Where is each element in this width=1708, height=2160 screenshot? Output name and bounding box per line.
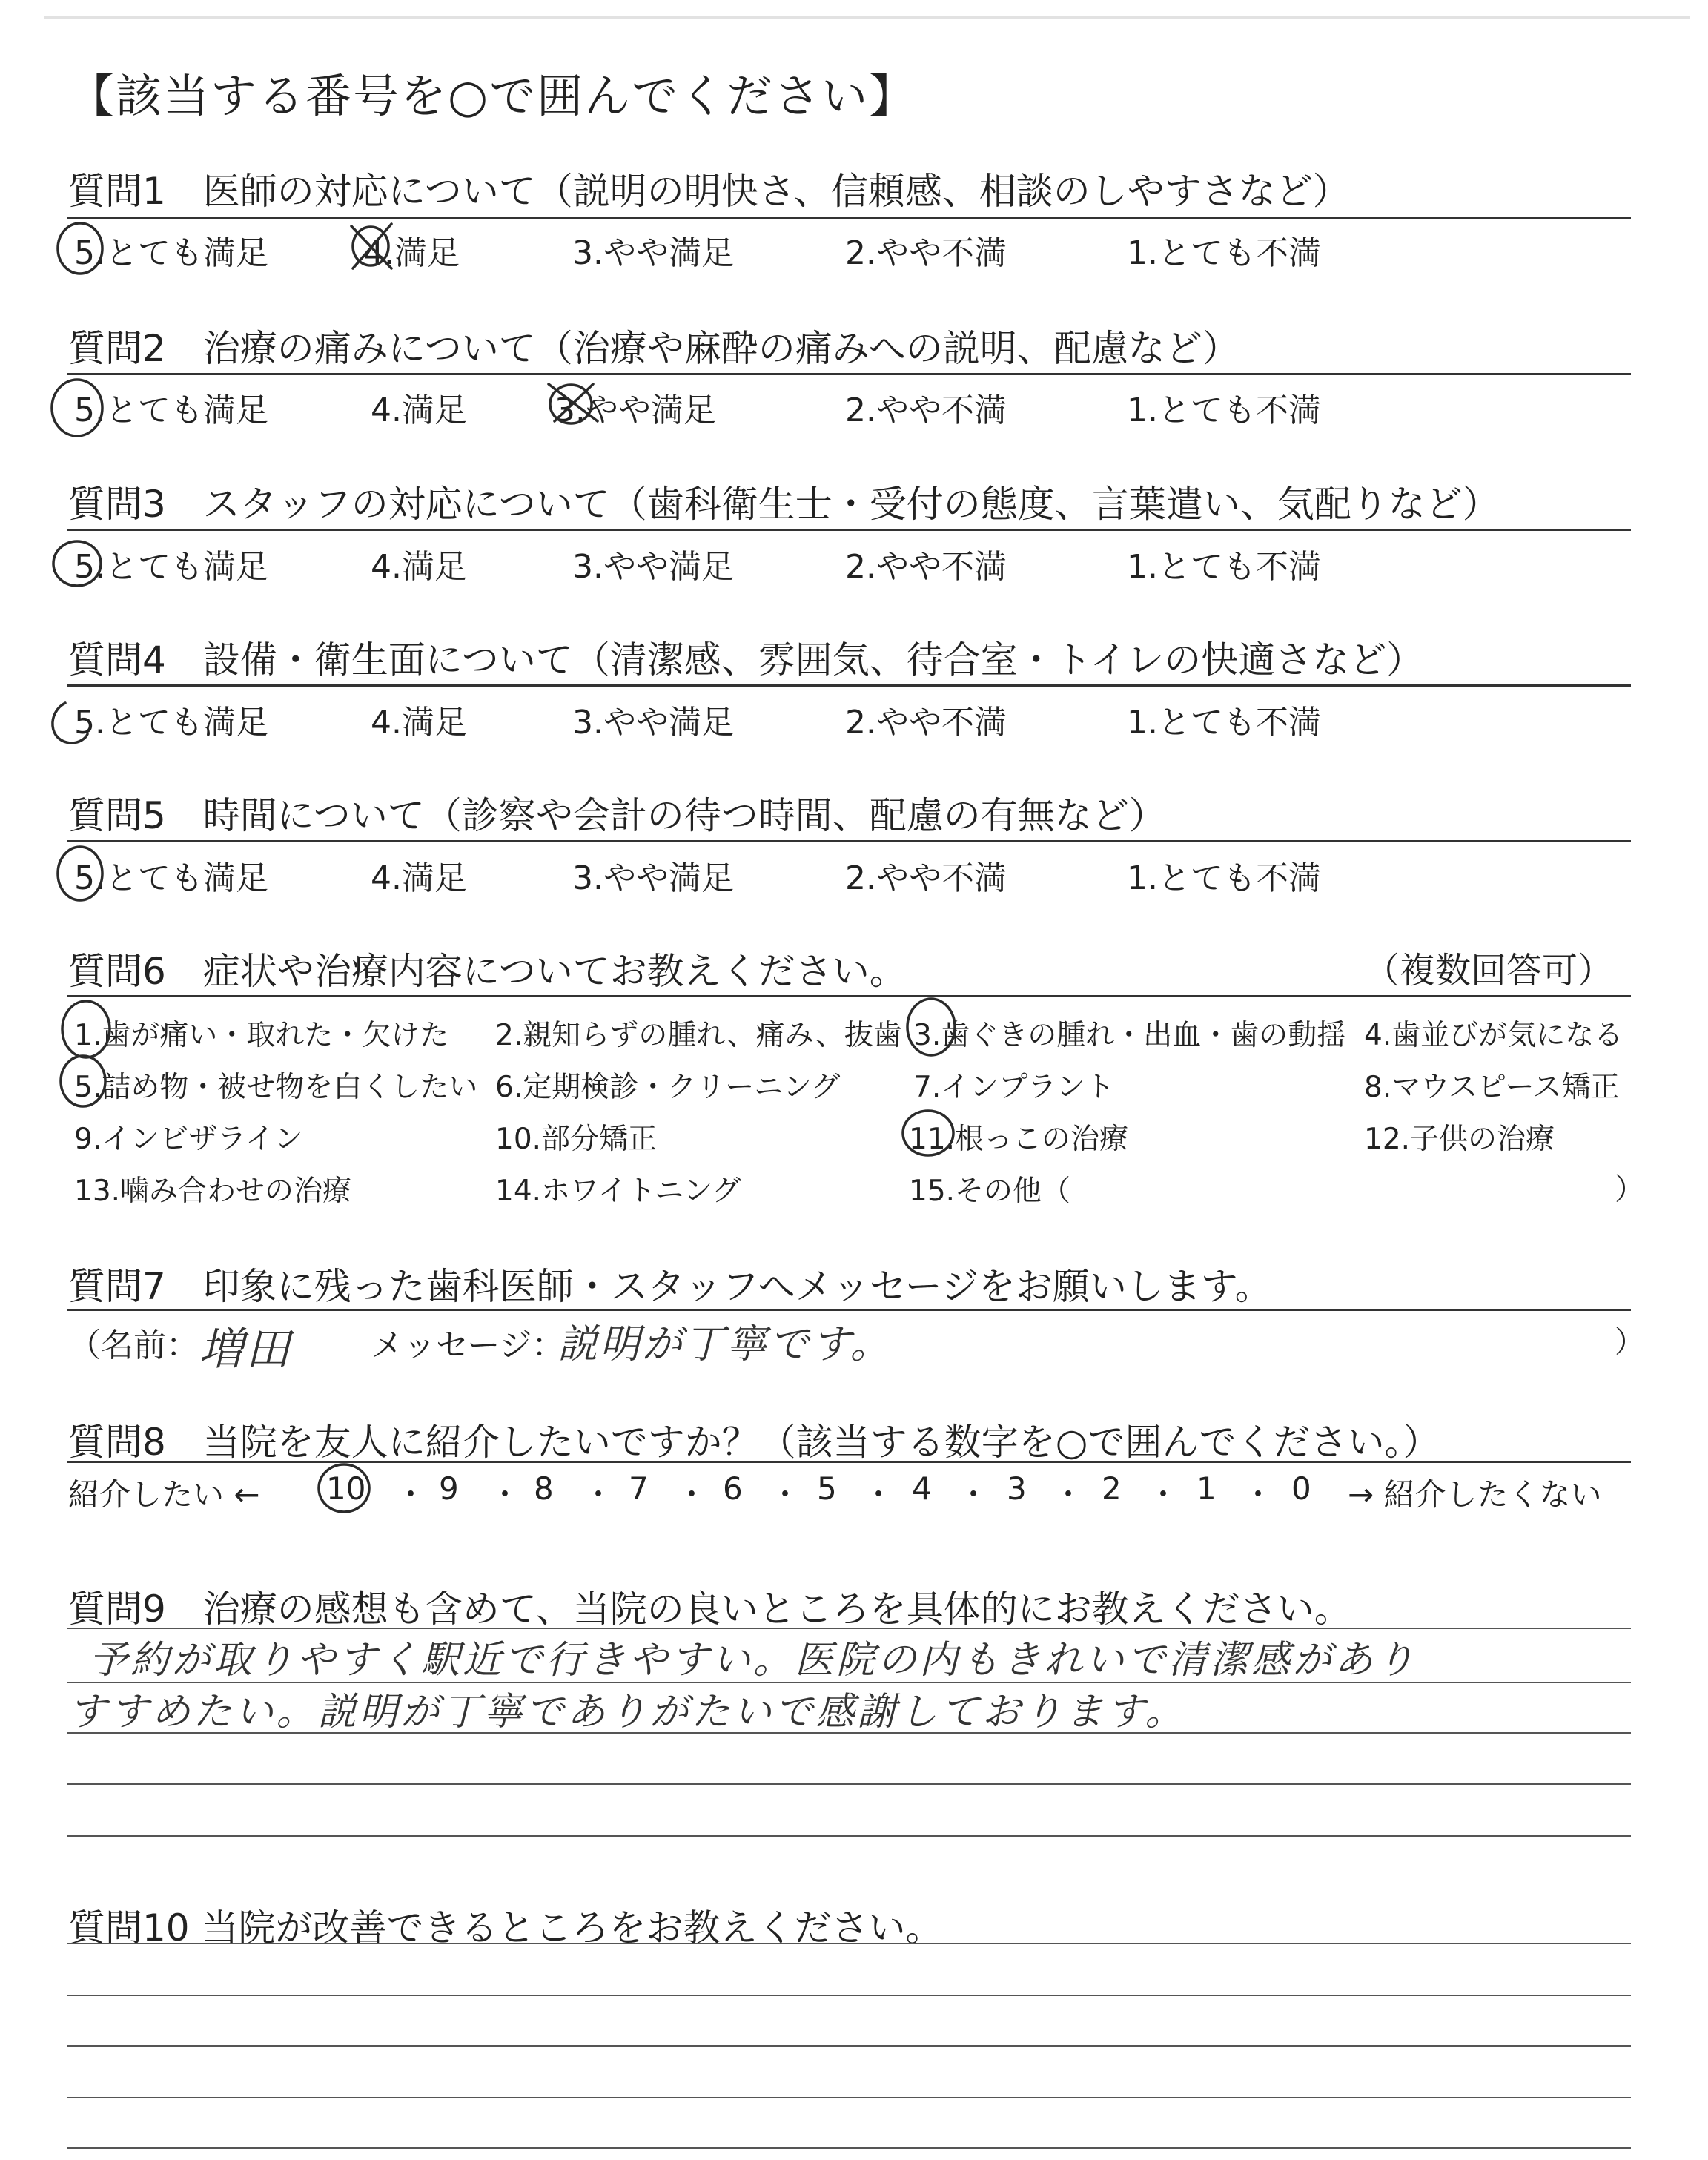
- q6-option-1[interactable]: 1.歯が痛い・取れた・欠けた: [74, 1019, 449, 1052]
- q5-option-5[interactable]: 5.とても満足: [74, 859, 268, 897]
- q6-option-10[interactable]: 10.部分矯正: [495, 1123, 658, 1156]
- handwritten-message[interactable]: 説明が丁寧です。: [557, 1321, 893, 1367]
- scale-dot: ・: [1053, 1476, 1085, 1513]
- q4-option-2[interactable]: 2.やや不満: [845, 704, 1007, 742]
- q6-option-13[interactable]: 13.噛み合わせの治療: [74, 1175, 352, 1208]
- name-label: （名前：: [68, 1327, 199, 1364]
- q3-option-5[interactable]: 5.とても満足: [74, 548, 268, 586]
- q8-circle-10: [319, 1464, 369, 1512]
- q6-circle-11: [903, 1111, 953, 1155]
- scale-dot: ・: [583, 1476, 615, 1513]
- scale-dot: ・: [863, 1476, 895, 1513]
- q5-option-4[interactable]: 4.満足: [371, 859, 467, 897]
- q6-option-3[interactable]: 3.歯ぐきの腫れ・出血・歯の動揺: [913, 1019, 1346, 1052]
- q6-option-14[interactable]: 14.ホワイトニング: [495, 1175, 741, 1208]
- question-3-title: 質問3 スタッフの対応について（歯科衛生士・受付の態度、言葉遣い、気配りなど）: [68, 483, 1500, 526]
- scale-dot: ・: [1242, 1476, 1274, 1513]
- message-label: メッセージ：: [371, 1327, 565, 1364]
- question-2-title: 質問2 治療の痛みについて（治療や麻酔の痛みへの説明、配慮など）: [68, 327, 1239, 370]
- scale-dot: ・: [958, 1476, 990, 1513]
- q2-option-2[interactable]: 2.やや不満: [845, 392, 1007, 429]
- handwritten-name[interactable]: 増田: [199, 1324, 292, 1375]
- q6-option-15[interactable]: 15.その他（: [909, 1175, 1071, 1208]
- q6-option-5[interactable]: 5.詰め物・被せ物を白くしたい: [74, 1071, 478, 1104]
- q2-option-3[interactable]: 3.やや満足: [555, 392, 716, 429]
- scale-dot: ・: [489, 1476, 521, 1513]
- handwritten-comment-line-1[interactable]: 予約が取りやすく駅近で行きやすい。医院の内もきれいで清潔感があり: [89, 1638, 1418, 1682]
- q5-circle-mark: [58, 847, 102, 900]
- q1-option-5[interactable]: 5.とても満足: [74, 234, 268, 272]
- scale-dot: ・: [395, 1476, 427, 1513]
- q4-option-5[interactable]: 5.とても満足: [74, 704, 268, 742]
- q2-option-5[interactable]: 5.とても満足: [74, 392, 268, 429]
- instruction-header: 【該当する番号を○で囲んでください】: [68, 69, 917, 123]
- q5-option-1[interactable]: 1.とても不満: [1127, 859, 1321, 897]
- q5-option-3[interactable]: 3.やや満足: [572, 859, 734, 897]
- q3-circle-mark: [53, 541, 101, 586]
- scale-4[interactable]: 4: [912, 1470, 932, 1507]
- question-6-title: 質問6 症状や治療内容についてお教えください。: [68, 950, 907, 993]
- q5-option-2[interactable]: 2.やや不満: [845, 859, 1007, 897]
- q1-option-1[interactable]: 1.とても不満: [1127, 234, 1321, 272]
- q6-option-6[interactable]: 6.定期検診・クリーニング: [495, 1071, 841, 1104]
- question-9-title: 質問9 治療の感想も含めて、当院の良いところを具体的にお教えください。: [68, 1588, 1351, 1631]
- q4-option-3[interactable]: 3.やや満足: [572, 704, 734, 742]
- scale-left-label: 紹介したい ←: [68, 1476, 260, 1513]
- question-7-title: 質問7 印象に残った歯科医師・スタッフへメッセージをお願いします。: [68, 1265, 1272, 1308]
- q1-circle-mark: [58, 223, 102, 274]
- q6-option-9[interactable]: 9.インビザライン: [74, 1123, 304, 1156]
- q2-option-4[interactable]: 4.満足: [371, 392, 467, 429]
- q3-option-4[interactable]: 4.満足: [371, 548, 467, 586]
- q6-option-8[interactable]: 8.マウスピース矯正: [1364, 1071, 1620, 1104]
- q1-option-4[interactable]: 4.満足: [363, 234, 460, 272]
- q6-option-11[interactable]: 11.根っこの治療: [909, 1123, 1129, 1156]
- q4-circle-mark: [53, 703, 87, 743]
- q1-option-2[interactable]: 2.やや不満: [845, 234, 1007, 272]
- scale-right-label: → 紹介したくない: [1348, 1476, 1602, 1513]
- q4-option-1[interactable]: 1.とても不満: [1127, 704, 1321, 742]
- scale-8[interactable]: 8: [534, 1470, 554, 1507]
- q3-option-2[interactable]: 2.やや不満: [845, 548, 1007, 586]
- scale-10[interactable]: 10: [326, 1470, 366, 1507]
- q6-option-4[interactable]: 4.歯並びが気になる: [1364, 1019, 1623, 1052]
- handwritten-comment-line-2[interactable]: すすめたい。説明が丁寧でありがたいで感謝しております。: [68, 1690, 1187, 1734]
- scale-0[interactable]: 0: [1291, 1470, 1311, 1507]
- q1-option-3[interactable]: 3.やや満足: [572, 234, 734, 272]
- q3-option-1[interactable]: 1.とても不満: [1127, 548, 1321, 586]
- q6-option-2[interactable]: 2.親知らずの腫れ、痛み、抜歯: [495, 1019, 902, 1052]
- scale-dot: ・: [769, 1476, 801, 1513]
- question-5-title: 質問5 時間について（診察や会計の待つ時間、配慮の有無など）: [68, 794, 1166, 837]
- scale-3[interactable]: 3: [1007, 1470, 1027, 1507]
- q6-other-close: ）: [1615, 1172, 1644, 1206]
- multiple-answer-note: （複数回答可）: [1364, 950, 1614, 991]
- scale-dot: ・: [1148, 1476, 1179, 1513]
- scale-9[interactable]: 9: [439, 1470, 459, 1507]
- q7-close-paren: ）: [1615, 1325, 1644, 1359]
- q1-cross-mark: [351, 224, 391, 268]
- question-4-title: 質問4 設備・衛生面について（清潔感、雰囲気、待合室・トイレの快適さなど）: [68, 638, 1424, 681]
- q6-option-12[interactable]: 12.子供の治療: [1364, 1123, 1555, 1156]
- q6-circle-5: [61, 1056, 105, 1106]
- q2-circle-mark: [52, 380, 102, 436]
- scale-5[interactable]: 5: [817, 1470, 837, 1507]
- scale-6[interactable]: 6: [723, 1470, 743, 1507]
- question-8-title: 質問8 当院を友人に紹介したいですか？（該当する数字を○で囲んでください。）: [68, 1421, 1440, 1464]
- question-1-title: 質問1 医師の対応について（説明の明快さ、信頼感、相談のしやすさなど）: [68, 170, 1350, 213]
- scale-1[interactable]: 1: [1196, 1470, 1217, 1507]
- q2-cross-mark: [549, 384, 598, 423]
- question-10-title: 質問10 当院が改善できるところをお教えください。: [68, 1906, 943, 1949]
- q6-option-7[interactable]: 7.インプラント: [913, 1071, 1115, 1104]
- scale-dot: ・: [676, 1476, 708, 1513]
- q4-option-4[interactable]: 4.満足: [371, 704, 467, 742]
- q3-option-3[interactable]: 3.やや満足: [572, 548, 734, 586]
- q6-circle-1: [62, 1001, 110, 1057]
- scale-7[interactable]: 7: [629, 1470, 649, 1507]
- scale-2[interactable]: 2: [1102, 1470, 1122, 1507]
- q6-circle-3: [907, 999, 955, 1055]
- q2-option-1[interactable]: 1.とても不満: [1127, 392, 1321, 429]
